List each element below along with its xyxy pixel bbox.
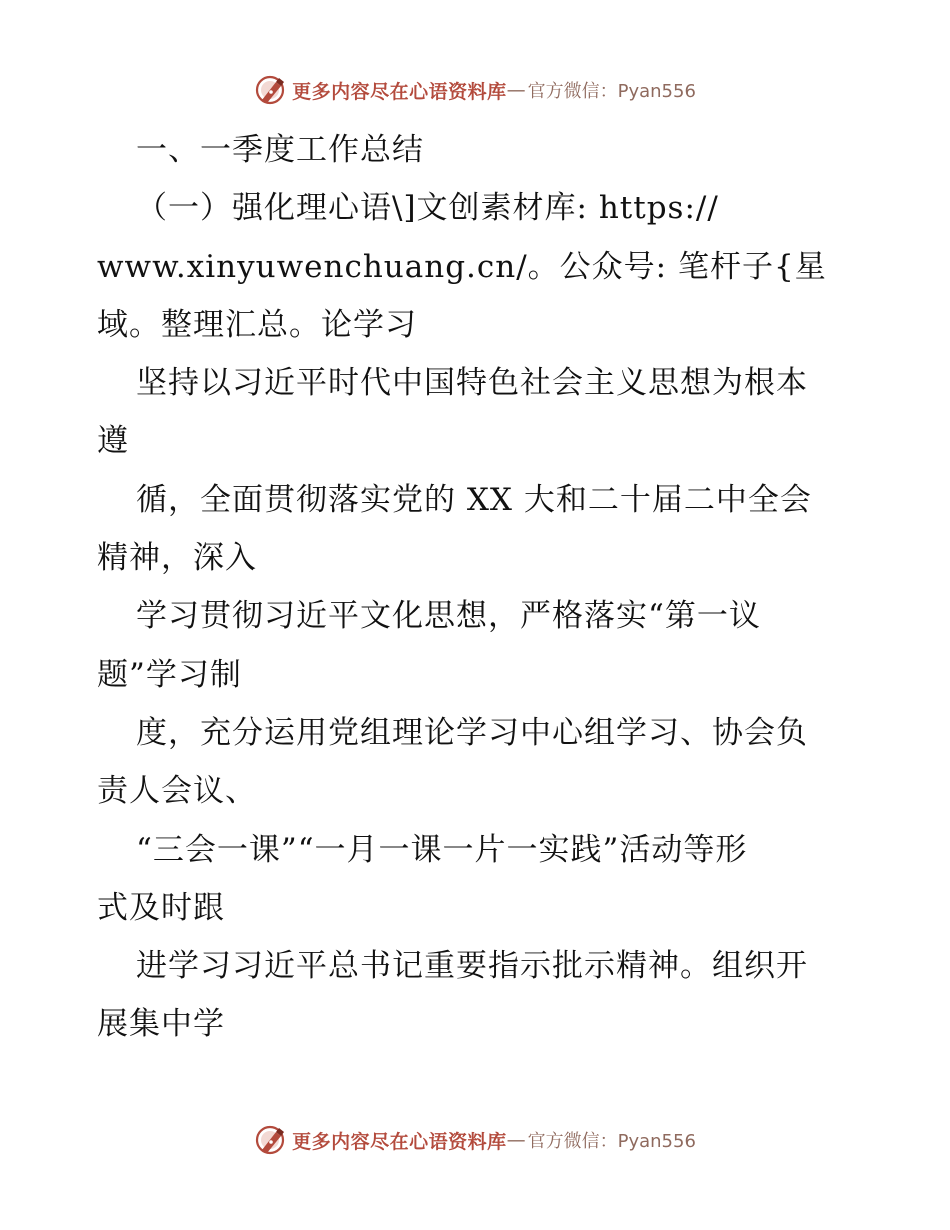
watermark-main-text: 更多内容尽在心语资料库 [292, 80, 507, 103]
document-line: （一）强化理心语\]文创素材库: https:// [136, 190, 719, 227]
document-line: 遵 [97, 423, 129, 460]
document-line: 一、一季度工作总结 [136, 132, 424, 168]
document-line: “三会一课”“一月一课一片一实践”活动等形 [136, 831, 748, 868]
document-line: 式及时跟 [97, 889, 225, 926]
watermark-wechat-text: 官方微信：Pyan556 [527, 81, 696, 102]
document-line: 度，充分运用党组理论学习中心组学习、协会负 [136, 714, 808, 751]
watermark-main-text: 更多内容尽在心语资料库 [292, 1130, 507, 1153]
document-line: 责人会议、 [97, 773, 257, 810]
pen-nib-icon [254, 73, 288, 107]
document-line: 进学习习近平总书记重要指示批示精神。组织开 [136, 948, 808, 985]
header-watermark [0, 70, 950, 110]
document-body [97, 121, 857, 1054]
document-line: 坚持以习近平时代中国特色社会主义思想为根本 [136, 365, 808, 402]
watermark-wechat-text: 官方微信：Pyan556 [527, 1131, 696, 1152]
document-line: 题”学习制 [97, 656, 242, 693]
document-line: 学习贯彻习近平文化思想，严格落实“第一议 [136, 598, 761, 635]
document-line: 域。整理汇总。论学习 [97, 306, 417, 343]
watermark-separator: — [506, 1129, 526, 1151]
pen-nib-icon [254, 1123, 288, 1157]
document-line: 展集中学 [97, 1006, 225, 1043]
document-line: www.xinyuwenchuang.cn/。公众号: 笔杆子{星 [97, 248, 827, 285]
document-line: 精神，深入 [97, 540, 257, 577]
footer-watermark [0, 1120, 950, 1160]
watermark-separator: — [506, 79, 526, 101]
document-line: 循，全面贯彻落实党的 XX 大和二十届二中全会 [136, 481, 812, 518]
